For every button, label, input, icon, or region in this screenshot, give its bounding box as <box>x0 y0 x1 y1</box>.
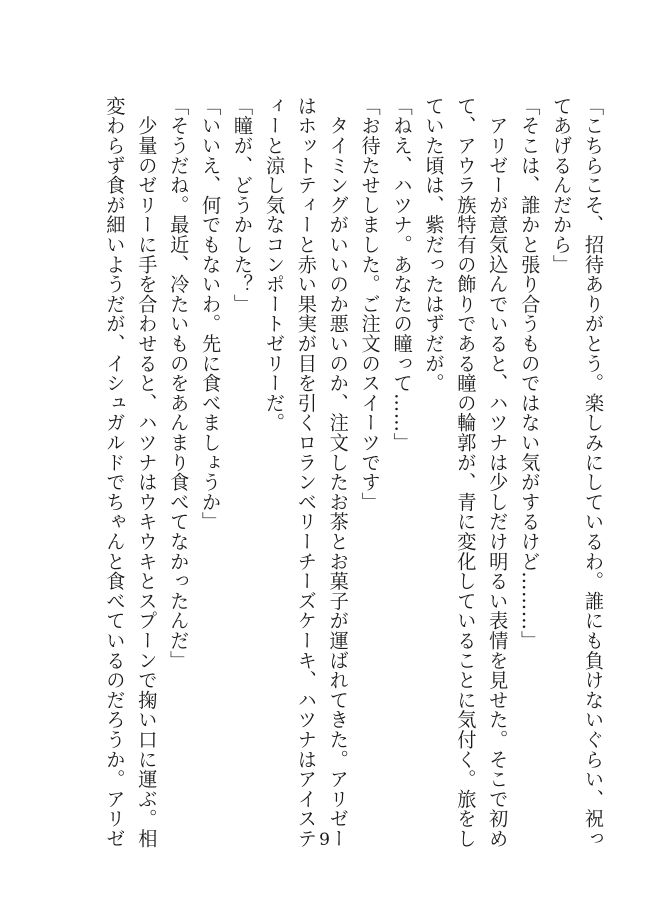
text-line: 「いいえ、何でもないわ。先に食べましょうか」 <box>199 96 223 532</box>
text-line: はホットティーと赤い果実が目を引くロランベリーチーズケーキ、ハツナはアイステ <box>294 96 318 849</box>
text-line: ィーと涼し気なコンポートゼリーだ。 <box>262 96 286 433</box>
text-line: タイミングがいいのか悪いのか、注文したお茶とお菓子が運ばれてきた。アリゼー <box>326 96 350 849</box>
text-line: 「そうだね。最近、冷たいものをあんまり食べてなかったんだ」 <box>167 96 191 671</box>
text-line: 変わらず食が細いようだが、イシュガルドでちゃんと食べているのだろうか。アリゼ <box>103 96 127 849</box>
page-number: 9 <box>319 830 330 850</box>
text-line: 「瞳が、どうかした？」 <box>231 96 255 314</box>
text-line: 「お待たせしました。ご注文のスイーツです」 <box>358 96 382 512</box>
text-line: 「そこは、誰かと張り合うものではない気がするけど………」 <box>518 96 542 651</box>
text-line: て、アウラ族特有の飾りである瞳の輪郭が、青に変化していることに気付く。旅をし <box>454 96 478 849</box>
text-line: 少量のゼリーに手を合わせると、ハツナはウキウキとスプーンで掬い口に運ぶ。相 <box>135 96 159 849</box>
text-line: てあげるんだから」 <box>550 96 574 275</box>
text-line: 「ねえ、ハツナ。あなたの瞳って……」 <box>390 96 414 453</box>
text-line: ていた頃は、紫だったはずだが。 <box>422 96 446 393</box>
text-line: アリゼーが意気込んでいると、ハツナは少しだけ明るい表情を見せた。そこで初め <box>486 96 510 849</box>
text-line: 「こちらこそ、招待ありがとう。楽しみにしているわ。誰にも負けないぐらい、祝っ <box>582 96 605 849</box>
vertical-text-body <box>99 96 610 849</box>
